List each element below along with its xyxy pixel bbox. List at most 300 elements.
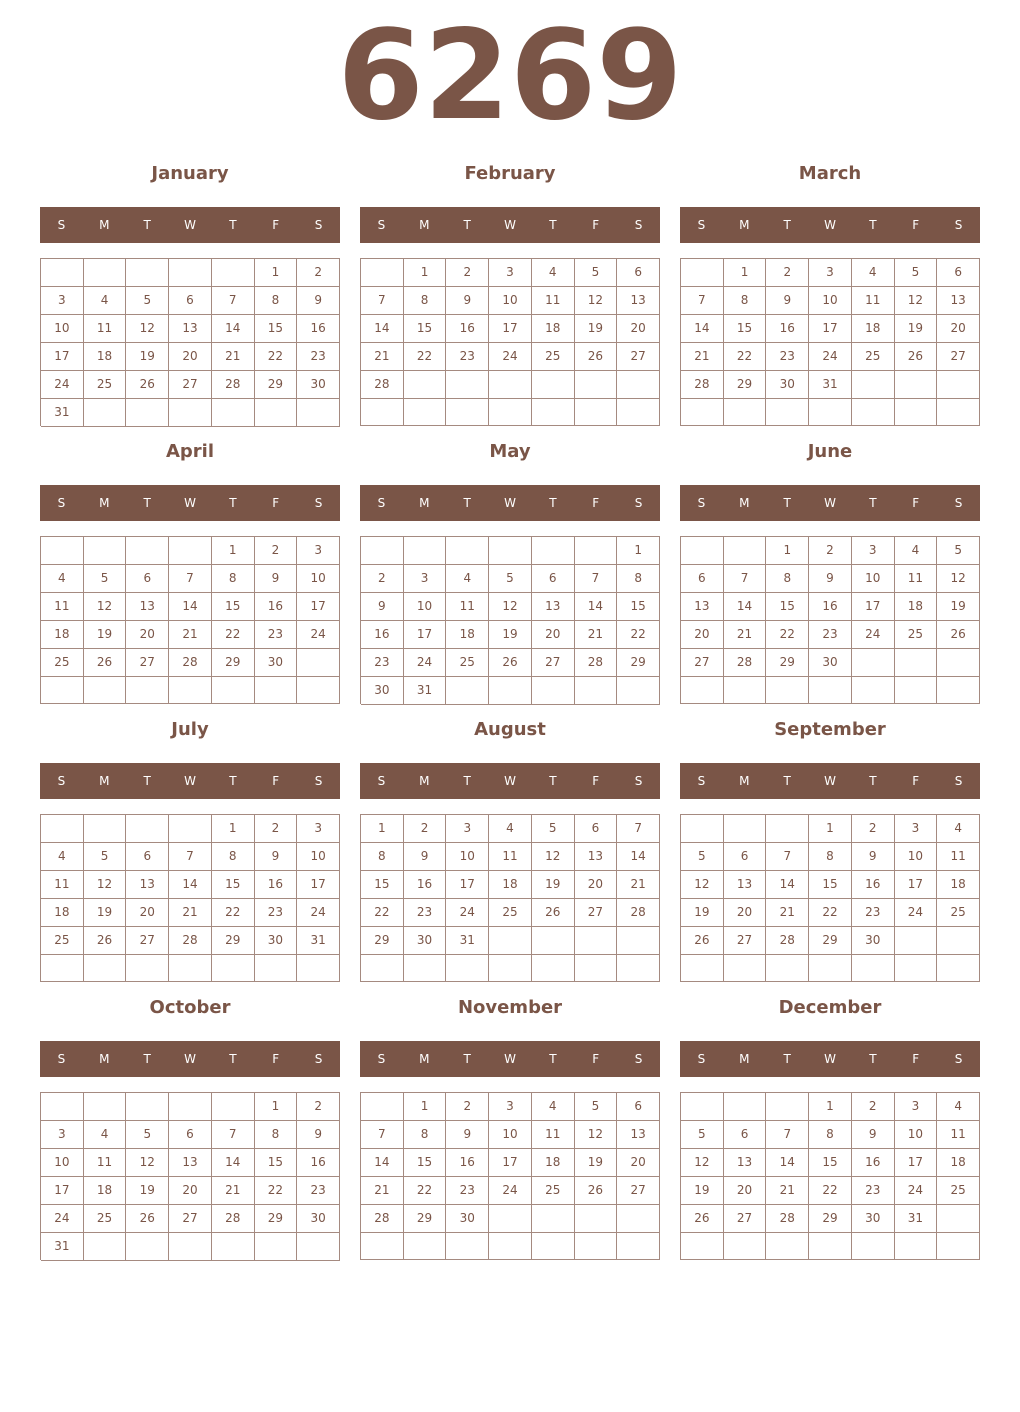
day-cell xyxy=(489,955,532,982)
day-cell: 19 xyxy=(937,593,980,621)
day-cell: 3 xyxy=(895,815,938,843)
day-cell: 16 xyxy=(297,315,340,343)
day-cell xyxy=(575,371,618,399)
day-cell: 14 xyxy=(766,1149,809,1177)
day-cell: 15 xyxy=(212,593,255,621)
day-cell: 23 xyxy=(361,649,404,677)
day-cell: 30 xyxy=(255,927,298,955)
day-cell xyxy=(766,677,809,704)
day-cell xyxy=(361,537,404,565)
day-cell: 19 xyxy=(532,871,575,899)
day-cell: 30 xyxy=(446,1205,489,1233)
day-cell: 4 xyxy=(84,1121,127,1149)
day-cell: 6 xyxy=(617,259,660,287)
day-cell: 16 xyxy=(852,871,895,899)
day-cell: 14 xyxy=(361,315,404,343)
weekday-label: S xyxy=(634,774,643,788)
day-cell: 8 xyxy=(617,565,660,593)
day-cell: 24 xyxy=(809,343,852,371)
day-cell: 22 xyxy=(766,621,809,649)
day-cell: 20 xyxy=(532,621,575,649)
day-cell: 25 xyxy=(852,343,895,371)
month-title: November xyxy=(457,997,563,1018)
day-cell: 7 xyxy=(212,287,255,315)
day-cell: 20 xyxy=(681,621,724,649)
day-cell: 29 xyxy=(212,927,255,955)
day-cell: 6 xyxy=(617,1093,660,1121)
day-cell: 19 xyxy=(126,343,169,371)
day-cell: 24 xyxy=(489,343,532,371)
day-cell: 10 xyxy=(895,1121,938,1149)
weekday-label: T xyxy=(549,218,557,232)
day-cell xyxy=(361,955,404,982)
day-cell xyxy=(724,399,767,426)
day-cell: 23 xyxy=(255,621,298,649)
day-cell: 2 xyxy=(446,1093,489,1121)
day-cell xyxy=(126,259,169,287)
day-cell: 31 xyxy=(446,927,489,955)
day-cell: 16 xyxy=(361,621,404,649)
day-cell: 13 xyxy=(575,843,618,871)
day-cell xyxy=(489,537,532,565)
day-cell: 10 xyxy=(895,843,938,871)
day-cell xyxy=(895,1233,938,1260)
weekday-label: T xyxy=(229,218,237,232)
day-cell: 26 xyxy=(681,927,724,955)
weekday-header xyxy=(40,763,340,799)
day-cell: 30 xyxy=(361,677,404,705)
day-cell: 31 xyxy=(809,371,852,399)
day-cell: 9 xyxy=(404,843,447,871)
month-title: April xyxy=(165,441,215,462)
month-title: May xyxy=(489,441,531,462)
day-cell xyxy=(575,1205,618,1233)
weekday-label: T xyxy=(463,774,471,788)
weekday-label: M xyxy=(739,774,750,788)
day-cell: 29 xyxy=(361,927,404,955)
day-cell xyxy=(532,371,575,399)
weekday-label: M xyxy=(739,1052,750,1066)
weekday-label: M xyxy=(419,1052,430,1066)
day-cell: 17 xyxy=(297,593,340,621)
day-cell xyxy=(575,537,618,565)
month-title: December xyxy=(778,997,882,1018)
day-cell: 15 xyxy=(404,1149,447,1177)
day-cell: 18 xyxy=(84,343,127,371)
month-title: June xyxy=(807,441,853,462)
day-cell xyxy=(575,955,618,982)
day-cell: 28 xyxy=(169,649,212,677)
day-cell: 7 xyxy=(575,565,618,593)
day-cell: 12 xyxy=(937,565,980,593)
day-cell: 30 xyxy=(852,1205,895,1233)
day-cell: 13 xyxy=(724,871,767,899)
days-grid xyxy=(360,536,660,704)
days-grid xyxy=(680,814,980,982)
weekday-label: T xyxy=(549,1052,557,1066)
day-cell xyxy=(404,1233,447,1260)
day-cell xyxy=(41,955,84,982)
day-cell: 9 xyxy=(255,843,298,871)
day-cell: 31 xyxy=(41,399,84,427)
day-cell: 13 xyxy=(937,287,980,315)
day-cell xyxy=(126,399,169,427)
weekday-label: T xyxy=(229,774,237,788)
day-cell: 6 xyxy=(532,565,575,593)
day-cell: 3 xyxy=(852,537,895,565)
day-cell xyxy=(937,1233,980,1260)
day-cell: 30 xyxy=(766,371,809,399)
day-cell: 27 xyxy=(681,649,724,677)
weekday-label: S xyxy=(57,1052,66,1066)
weekday-label: F xyxy=(592,1052,600,1066)
day-cell: 16 xyxy=(255,871,298,899)
day-cell: 24 xyxy=(41,1205,84,1233)
day-cell: 22 xyxy=(404,1177,447,1205)
day-cell: 13 xyxy=(617,287,660,315)
weekday-label: W xyxy=(824,496,836,510)
day-cell: 25 xyxy=(489,899,532,927)
day-cell: 23 xyxy=(297,1177,340,1205)
days-grid xyxy=(40,1092,340,1260)
day-cell: 4 xyxy=(489,815,532,843)
day-cell: 14 xyxy=(212,1149,255,1177)
day-cell xyxy=(126,537,169,565)
day-cell: 3 xyxy=(895,1093,938,1121)
day-cell: 7 xyxy=(617,815,660,843)
day-cell: 31 xyxy=(297,927,340,955)
day-cell xyxy=(126,1093,169,1121)
day-cell: 2 xyxy=(255,537,298,565)
weekday-label: T xyxy=(463,496,471,510)
day-cell: 27 xyxy=(126,927,169,955)
day-cell: 7 xyxy=(724,565,767,593)
weekday-label: M xyxy=(419,218,430,232)
day-cell: 22 xyxy=(724,343,767,371)
weekday-label: S xyxy=(954,496,963,510)
weekday-label: F xyxy=(272,496,280,510)
day-cell xyxy=(212,1093,255,1121)
day-cell xyxy=(361,259,404,287)
day-cell: 24 xyxy=(489,1177,532,1205)
day-cell: 9 xyxy=(809,565,852,593)
day-cell: 6 xyxy=(681,565,724,593)
day-cell xyxy=(169,955,212,982)
day-cell: 5 xyxy=(126,287,169,315)
weekday-label: S xyxy=(314,1052,323,1066)
day-cell: 19 xyxy=(575,315,618,343)
day-cell xyxy=(126,1233,169,1261)
day-cell: 20 xyxy=(126,899,169,927)
weekday-label: M xyxy=(419,496,430,510)
day-cell: 24 xyxy=(446,899,489,927)
day-cell: 6 xyxy=(724,843,767,871)
weekday-header xyxy=(680,485,980,521)
day-cell: 30 xyxy=(809,649,852,677)
weekday-label: S xyxy=(314,496,323,510)
day-cell: 4 xyxy=(937,1093,980,1121)
day-cell: 14 xyxy=(212,315,255,343)
day-cell: 20 xyxy=(169,343,212,371)
weekday-label: S xyxy=(57,774,66,788)
day-cell: 18 xyxy=(895,593,938,621)
weekday-label: S xyxy=(377,218,386,232)
day-cell: 12 xyxy=(532,843,575,871)
day-cell: 28 xyxy=(766,927,809,955)
day-cell: 21 xyxy=(169,899,212,927)
weekday-header xyxy=(360,485,660,521)
days-grid xyxy=(40,258,340,426)
day-cell: 2 xyxy=(852,815,895,843)
day-cell xyxy=(84,815,127,843)
day-cell: 10 xyxy=(297,843,340,871)
weekday-label: T xyxy=(783,774,791,788)
day-cell: 1 xyxy=(766,537,809,565)
day-cell: 27 xyxy=(169,371,212,399)
day-cell xyxy=(297,677,340,704)
day-cell: 19 xyxy=(489,621,532,649)
day-cell xyxy=(617,1233,660,1260)
day-cell: 12 xyxy=(681,871,724,899)
day-cell: 5 xyxy=(532,815,575,843)
days-grid xyxy=(680,536,980,704)
day-cell xyxy=(84,677,127,704)
day-cell: 24 xyxy=(297,899,340,927)
day-cell: 15 xyxy=(766,593,809,621)
day-cell: 2 xyxy=(446,259,489,287)
day-cell: 23 xyxy=(446,343,489,371)
weekday-header xyxy=(40,1041,340,1077)
weekday-label: S xyxy=(697,774,706,788)
day-cell: 1 xyxy=(255,1093,298,1121)
weekday-label: S xyxy=(57,218,66,232)
day-cell: 29 xyxy=(617,649,660,677)
weekday-label: S xyxy=(954,1052,963,1066)
days-grid xyxy=(40,814,340,982)
day-cell: 10 xyxy=(489,1121,532,1149)
day-cell: 25 xyxy=(937,1177,980,1205)
day-cell xyxy=(297,955,340,982)
day-cell: 19 xyxy=(575,1149,618,1177)
day-cell: 9 xyxy=(446,287,489,315)
day-cell xyxy=(724,1233,767,1260)
day-cell: 9 xyxy=(766,287,809,315)
weekday-label: S xyxy=(634,496,643,510)
day-cell: 14 xyxy=(169,871,212,899)
day-cell xyxy=(255,955,298,982)
weekday-label: F xyxy=(592,218,600,232)
day-cell: 26 xyxy=(575,1177,618,1205)
day-cell xyxy=(297,1233,340,1261)
day-cell xyxy=(41,1093,84,1121)
day-cell xyxy=(681,677,724,704)
day-cell: 29 xyxy=(255,371,298,399)
day-cell: 11 xyxy=(937,1121,980,1149)
day-cell: 17 xyxy=(489,315,532,343)
day-cell xyxy=(937,1205,980,1233)
day-cell: 22 xyxy=(809,1177,852,1205)
day-cell xyxy=(361,1233,404,1260)
day-cell: 12 xyxy=(489,593,532,621)
day-cell: 3 xyxy=(489,1093,532,1121)
day-cell xyxy=(852,399,895,426)
day-cell: 22 xyxy=(212,621,255,649)
weekday-label: T xyxy=(783,496,791,510)
weekday-label: S xyxy=(377,774,386,788)
weekday-label: M xyxy=(99,774,110,788)
day-cell: 29 xyxy=(766,649,809,677)
weekday-label: M xyxy=(739,218,750,232)
day-cell: 1 xyxy=(404,259,447,287)
day-cell xyxy=(617,371,660,399)
day-cell: 5 xyxy=(84,565,127,593)
day-cell: 25 xyxy=(41,649,84,677)
day-cell: 3 xyxy=(41,287,84,315)
day-cell: 4 xyxy=(852,259,895,287)
day-cell: 16 xyxy=(852,1149,895,1177)
day-cell: 3 xyxy=(809,259,852,287)
day-cell xyxy=(489,399,532,426)
day-cell: 27 xyxy=(126,649,169,677)
day-cell: 26 xyxy=(489,649,532,677)
month-title: October xyxy=(149,997,231,1018)
weekday-label: T xyxy=(869,496,877,510)
day-cell: 20 xyxy=(617,315,660,343)
day-cell xyxy=(255,399,298,427)
weekday-label: T xyxy=(463,218,471,232)
day-cell: 21 xyxy=(617,871,660,899)
day-cell: 29 xyxy=(809,1205,852,1233)
day-cell: 22 xyxy=(212,899,255,927)
weekday-label: W xyxy=(504,1052,516,1066)
day-cell: 19 xyxy=(681,1177,724,1205)
weekday-label: M xyxy=(99,218,110,232)
weekday-label: T xyxy=(869,218,877,232)
day-cell xyxy=(169,259,212,287)
day-cell: 30 xyxy=(297,371,340,399)
day-cell: 22 xyxy=(361,899,404,927)
day-cell: 22 xyxy=(255,1177,298,1205)
day-cell xyxy=(212,1233,255,1261)
day-cell: 10 xyxy=(446,843,489,871)
day-cell: 3 xyxy=(446,815,489,843)
day-cell: 5 xyxy=(681,843,724,871)
day-cell: 16 xyxy=(766,315,809,343)
month-title: August xyxy=(474,719,546,740)
day-cell xyxy=(489,677,532,705)
day-cell xyxy=(681,955,724,982)
day-cell: 18 xyxy=(489,871,532,899)
day-cell xyxy=(404,399,447,426)
day-cell: 24 xyxy=(895,899,938,927)
day-cell: 18 xyxy=(41,621,84,649)
day-cell: 28 xyxy=(681,371,724,399)
day-cell xyxy=(84,1093,127,1121)
day-cell: 9 xyxy=(255,565,298,593)
day-cell: 4 xyxy=(532,259,575,287)
day-cell: 20 xyxy=(575,871,618,899)
day-cell: 19 xyxy=(895,315,938,343)
day-cell: 2 xyxy=(361,565,404,593)
day-cell: 15 xyxy=(255,1149,298,1177)
day-cell: 5 xyxy=(126,1121,169,1149)
day-cell: 7 xyxy=(169,565,212,593)
day-cell xyxy=(41,815,84,843)
weekday-label: F xyxy=(592,496,600,510)
day-cell: 17 xyxy=(895,871,938,899)
day-cell: 6 xyxy=(575,815,618,843)
day-cell: 4 xyxy=(41,565,84,593)
day-cell: 4 xyxy=(84,287,127,315)
day-cell xyxy=(766,955,809,982)
day-cell xyxy=(724,537,767,565)
day-cell xyxy=(852,677,895,704)
day-cell xyxy=(532,399,575,426)
weekday-label: S xyxy=(314,218,323,232)
day-cell xyxy=(212,399,255,427)
day-cell: 1 xyxy=(212,537,255,565)
day-cell: 12 xyxy=(575,287,618,315)
weekday-header xyxy=(680,1041,980,1077)
weekday-header xyxy=(360,763,660,799)
weekday-label: S xyxy=(954,218,963,232)
day-cell xyxy=(852,955,895,982)
day-cell: 26 xyxy=(126,371,169,399)
day-cell xyxy=(937,399,980,426)
day-cell: 5 xyxy=(84,843,127,871)
day-cell xyxy=(41,259,84,287)
day-cell xyxy=(297,649,340,677)
day-cell: 24 xyxy=(41,371,84,399)
day-cell: 18 xyxy=(84,1177,127,1205)
day-cell: 9 xyxy=(852,1121,895,1149)
day-cell: 9 xyxy=(361,593,404,621)
weekday-label: T xyxy=(229,1052,237,1066)
day-cell: 11 xyxy=(84,1149,127,1177)
day-cell: 26 xyxy=(84,649,127,677)
weekday-label: M xyxy=(99,496,110,510)
day-cell: 26 xyxy=(937,621,980,649)
day-cell: 25 xyxy=(84,371,127,399)
day-cell: 13 xyxy=(169,1149,212,1177)
day-cell xyxy=(895,955,938,982)
weekday-label: T xyxy=(143,218,151,232)
day-cell: 24 xyxy=(852,621,895,649)
day-cell: 31 xyxy=(41,1233,84,1261)
weekday-label: S xyxy=(697,1052,706,1066)
day-cell: 11 xyxy=(41,871,84,899)
day-cell: 16 xyxy=(446,1149,489,1177)
weekday-label: W xyxy=(824,1052,836,1066)
days-grid xyxy=(360,1092,660,1260)
weekday-label: S xyxy=(697,496,706,510)
weekday-header xyxy=(680,207,980,243)
day-cell xyxy=(937,371,980,399)
day-cell xyxy=(446,677,489,705)
day-cell: 24 xyxy=(404,649,447,677)
day-cell: 14 xyxy=(575,593,618,621)
day-cell: 15 xyxy=(404,315,447,343)
day-cell: 26 xyxy=(84,927,127,955)
weekday-label: S xyxy=(377,1052,386,1066)
weekday-label: T xyxy=(869,774,877,788)
day-cell: 17 xyxy=(41,343,84,371)
day-cell: 29 xyxy=(809,927,852,955)
weekday-label: W xyxy=(504,218,516,232)
day-cell xyxy=(169,399,212,427)
day-cell: 13 xyxy=(681,593,724,621)
weekday-label: W xyxy=(824,774,836,788)
